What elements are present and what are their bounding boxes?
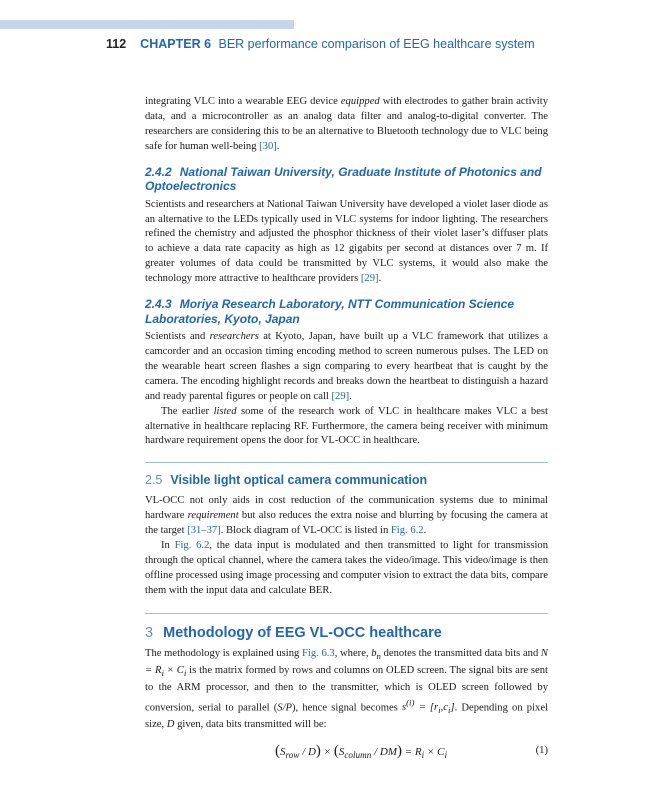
equation-1 — [145, 741, 548, 765]
header-color-bar — [0, 20, 294, 29]
math-bn: $b_n$ — [371, 647, 381, 661]
running-header — [106, 37, 626, 51]
citation-link[interactable]: [31–37] — [187, 525, 221, 537]
paragraph-3: The methodology is explained using Fig. 6.3, where, $b_n$ denotes the transmitted data bits and $N = R_i \times C_i$ is the matrix formed by rows and columns on OLED screen. The signal bits are sent to the ARM processor, and then to the transmitter, which is OLED screen followed by conversion, serial to parallel (S/P), hence signal becomes $s^{(i)} = [r_i,c_i]$. Depending on pixel size, D given, data bits transmitted will be: — [145, 647, 548, 731]
figure-link[interactable]: Fig. 6.2 — [174, 540, 210, 552]
paragraph-2-5-b: In Fig. 6.2, the data input is modulated and then transmitted to light for transmission through the optical channel, where the camera takes the video/image. This video/image is then offline processed using image processing and computer vision to extract the data bits, compare them with the input data and calculate BER. — [145, 540, 548, 596]
citation-link[interactable]: [30] — [259, 140, 277, 152]
paragraph-2-5-a: VL-OCC not only aids in cost reduction of the communication systems due to minimal hardware requirement but also reduces the extra noise and blurring by focusing the camera at the target [31–37]. Block diagram of VL-OCC is listed in Fig. 6.2. — [145, 495, 548, 537]
citation-link[interactable]: [29] — [360, 273, 379, 285]
paragraph-2-4-3-a: Scientists and researchers at Kyoto, Japan, have built up a VLC framework that utilizes a camcorder and an occasion timing encoding method to screen numerous pulses. The LED on the wearable heart screen flashes a sign comparing to every heartbeat that is caught by the camera. The encoding highlight records and breaks down the heartbeat to distinguish a hazard and ready parental figures or people on call [29]. — [145, 331, 548, 402]
section-heading-2-4-2: 2.4.2 National Taiwan University, Graduate Institute of Photonics and Optoelectronics — [145, 164, 542, 194]
section-heading-2-4-3: 2.4.3 Moriya Research Laboratory, NTT Communication Science Laboratories, Kyoto, Japan — [145, 297, 515, 326]
math-signal: $s^{(i)} = [r_i,c_i]$ — [401, 697, 455, 716]
math-matrix-n: $N = R_i \times C_i$ — [145, 647, 548, 678]
section-divider — [145, 462, 548, 463]
section-heading-2-5: 2.5 Visible light optical camera communication — [145, 473, 428, 488]
figure-link[interactable]: Fig. 6.2 — [390, 525, 424, 537]
paragraph-2-4-3-b: The earlier listed some of the research work of VLC in healthcare makes VLC a best alternative in healthcare replacing RF. Furthermore, the camera being receiver with minimum hardware requirement opens the door for VL-OCC in healthcare. — [145, 405, 548, 447]
figure-link[interactable]: Fig. 6.3 — [301, 647, 335, 659]
page-number: 112 — [106, 37, 127, 51]
page-body — [145, 95, 548, 765]
equation-body: $(S_{row} / D) \times (S_{column} / DM) = R_i \times C_i$ — [275, 743, 448, 761]
paragraph-2-4-2: Scientists and researchers at National Taiwan University have developed a violet laser diode as an alternative to the LEDs typically used in VLC systems for indoor lighting. The researchers refined the chemistry and adjusted the phosphor thickness of their violet laser’s diffuser plats to achieve a data rate capacity as high as 12 gigabits per second at distances over 7 m. If greater volumes of data could be transmitted by VLC systems, it would also make the technology more attractive to healthcare providers [29]. — [145, 198, 548, 285]
intro-paragraph: integrating VLC into a wearable EEG device equipped with electrodes to gather brain activity data, and a microcontroller as an analog data filter and analog-to-digital converter. The researchers are considering this to be an alternative to Bluetooth technology due to VLC being safe for human well-being [30]. — [145, 96, 548, 152]
chapter-title: BER performance comparison of EEG healthcare system — [218, 37, 535, 51]
equation-number: (1) — [535, 745, 548, 757]
citation-link[interactable]: [29] — [331, 390, 350, 402]
section-divider — [145, 613, 548, 614]
chapter-label: CHAPTER 6 — [140, 37, 212, 51]
section-heading-3: 3 Methodology of EEG VL-OCC healthcare — [145, 624, 442, 641]
